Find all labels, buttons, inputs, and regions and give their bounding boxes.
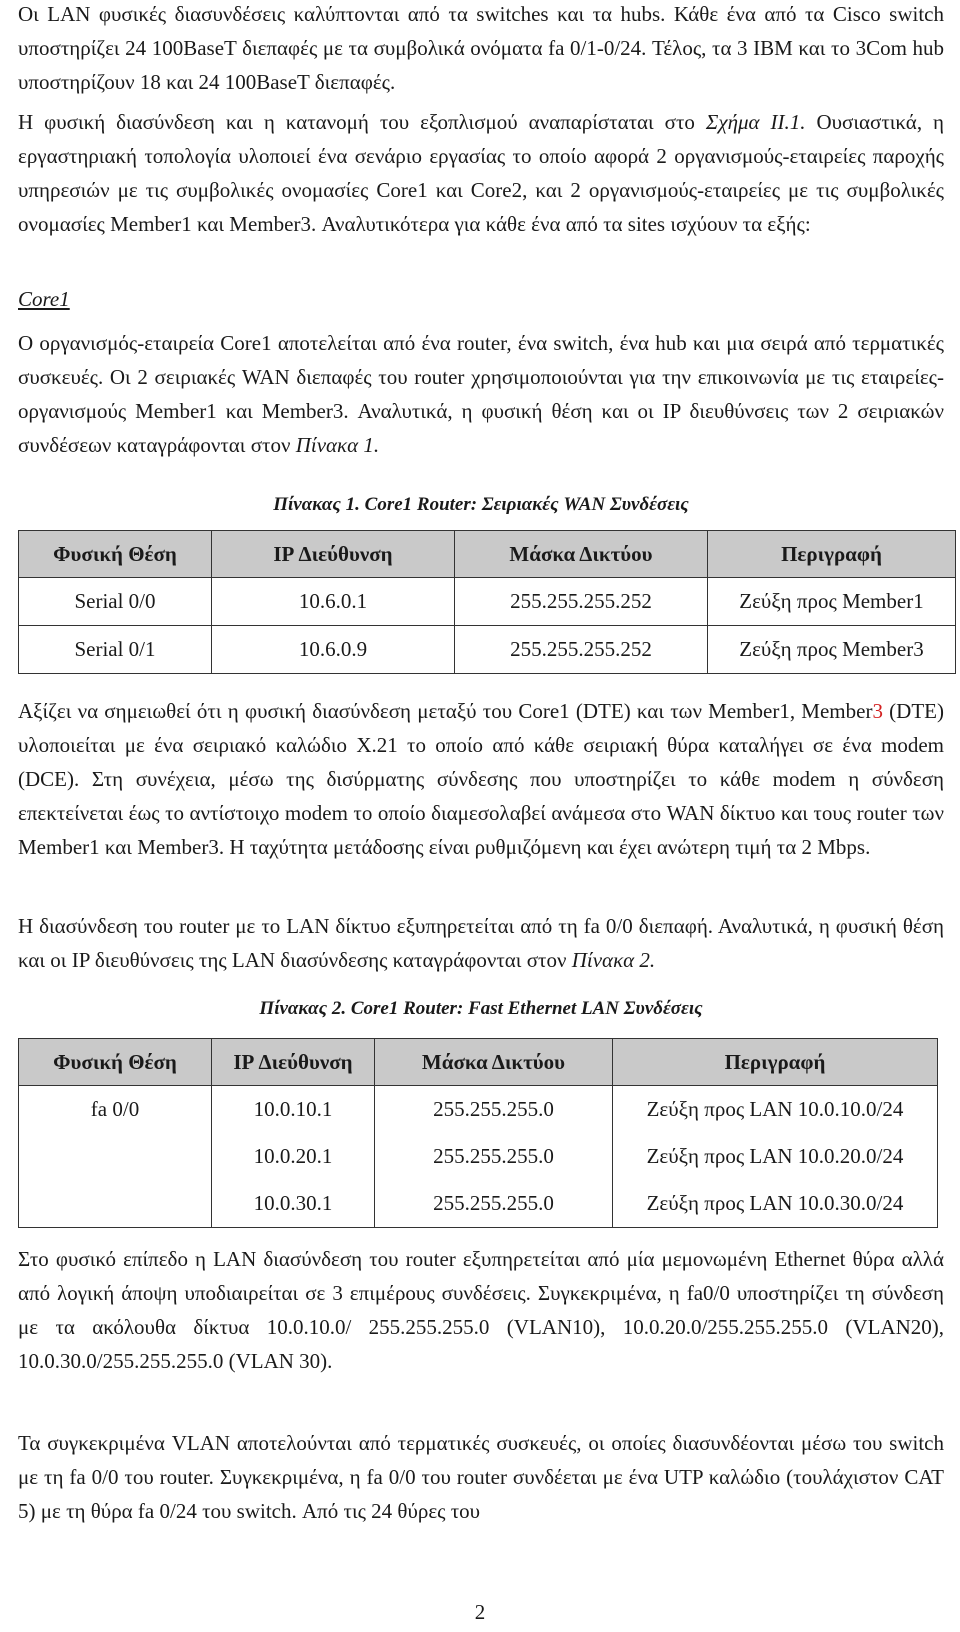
figure-reference: Σχήμα ΙΙ.1.	[705, 110, 806, 134]
table1-caption: Πίνακας 1. Core1 Router: Σειριακές WAN Συνδέσεις	[273, 494, 689, 515]
table-cell: 10.0.10.1	[212, 1086, 375, 1134]
table-cell: Ζεύξη προς LAN 10.0.20.0/24	[613, 1133, 938, 1180]
text-span: Ουσιαστικά, η εργαστηριακή τοπολογία υλοποιεί ένα σενάριο εργασίας το οποίο αφορά 2 οργανισμούς-εταιρείες παροχής υπηρεσιών με τις συμβολικές ονομασίες Core1 και Core2, και 2 οργανισμούς-εταιρείες με τις συμβολικές ονομασίες Member1 και Member3. Αναλυτικότερα για κάθε ένα από τα sites ισχύουν τα εξής:	[18, 110, 944, 236]
table-row	[19, 626, 956, 674]
table2-header-location: Φυσική Θέση	[19, 1039, 212, 1086]
text-span: Αξίζει να σημειωθεί ότι η φυσική διασύνδεση μεταξύ του Core1 (DTE) και των Member1, Member	[18, 699, 873, 723]
table-reference: Πίνακα 1.	[295, 433, 380, 457]
text-span: Η διασύνδεση του router με το LAN δίκτυο εξυπηρετείται από τη fa 0/0 διεπαφή. Αναλυτικά, η φυσική θέση και οι IP διευθύνσεις της LAN διασύνδεσης καταγράφονται στον	[18, 914, 944, 972]
table-cell	[19, 1180, 212, 1228]
table-serial-wan	[18, 530, 956, 674]
table-cell: 255.255.255.0	[375, 1180, 613, 1228]
table-cell: 10.6.0.1	[212, 578, 455, 626]
table-cell: Serial 0/0	[19, 578, 212, 626]
paragraph-vlans: Τα συγκεκριμένα VLAN αποτελούνται από τερματικές συσκευές, οι οποίες διασυνδέονται μέσω του switch με τη fa 0/0 του router. Συγκεκριμένα, η fa 0/0 του router συνδέεται με ένα UTP καλώδιο (τουλάχιστον CAT 5) με τη θύρα fa 0/24 του switch. Από τις 24 θύρες του	[18, 1431, 944, 1523]
paragraph-lan-connection	[18, 909, 944, 977]
paragraph-serial-cable	[18, 694, 944, 864]
table-cell: Ζεύξη προς LAN 10.0.10.0/24	[613, 1086, 938, 1134]
table1-header-location: Φυσική Θέση	[19, 531, 212, 578]
table-row	[19, 1133, 938, 1180]
paragraph-logical-subinterfaces: Στο φυσικό επίπεδο η LAN διασύνδεση του router εξυπηρετείται από μία μεμονωμένη Ethernet θύρα αλλά από λογική άποψη υποδιαιρείται σε 3 επιμέρους συνδέσεις. Συγκεκριμένα, η fa0/0 υποστηρίζει τη σύνδεση με τα ακόλουθα δίκτυα 10.0.10.0/ 255.255.255.0 (VLAN10), 10.0.20.0/255.255.255.0 (VLAN20), 10.0.30.0/255.255.255.0 (VLAN 30).	[18, 1247, 944, 1373]
table-reference: Πίνακα 2.	[571, 948, 656, 972]
highlighted-digit: 3	[872, 699, 883, 723]
table-cell: fa 0/0	[19, 1086, 212, 1134]
table1-header-mask: Μάσκα Δικτύου	[455, 531, 708, 578]
table-cell: Ζεύξη προς Member1	[708, 578, 956, 626]
table2-caption: Πίνακας 2. Core1 Router: Fast Ethernet LAN Συνδέσεις	[259, 998, 703, 1019]
table-cell: Serial 0/1	[19, 626, 212, 674]
table-row	[19, 578, 956, 626]
table-row	[19, 1086, 938, 1134]
paragraph-core1-description	[18, 326, 944, 462]
text-span: Η φυσική διασύνδεση και η κατανομή του εξοπλισμού αναπαρίσταται στο	[18, 110, 706, 134]
text-span: (DTE) υλοποιείται με ένα σειριακό καλώδιο X.21 το οποίο από κάθε σειριακή θύρα καταλήγει σε ένα modem (DCE). Στη συνέχεια, μέσω της δισύρματης σύνδεσης που υποστηρίζει το κάθε modem η σύνδεση επεκτείνεται έως το αντίστοιχο modem το οποίο διαμεσολαβεί ανάμεσα στο WAN δίκτυο και τους router των Member1 και Member3. Η ταχύτητα μετάδοσης είναι ρυθμιζόμενη και έχει ανώτερη τιμή τα 2 Mbps.	[18, 699, 944, 859]
table-cell: 255.255.255.252	[455, 578, 708, 626]
table-cell: Ζεύξη προς LAN 10.0.30.0/24	[613, 1180, 938, 1228]
table2-header-description: Περιγραφή	[613, 1039, 938, 1086]
table-cell: 10.0.30.1	[212, 1180, 375, 1228]
table-cell	[19, 1133, 212, 1180]
table1-header-ip: IP Διεύθυνση	[212, 531, 455, 578]
table-cell: 10.6.0.9	[212, 626, 455, 674]
section-heading-core1: Core1	[18, 287, 70, 311]
table-fast-ethernet-lan	[18, 1038, 938, 1228]
table-cell: 255.255.255.252	[455, 626, 708, 674]
table-cell: Ζεύξη προς Member3	[708, 626, 956, 674]
paragraph-lan-interfaces: Οι LAN φυσικές διασυνδέσεις καλύπτονται από τα switches και τα hubs. Κάθε ένα από τα Cisco switch υποστηρίζει 24 100BaseT διεπαφές με τα συμβολικά ονόματα fa 0/1-0/24. Τέλος, τα 3 IBM και το 3Com hub υποστηρίζουν 18 και 24 100BaseT διεπαφές.	[18, 2, 944, 94]
table2-header-ip: IP Διεύθυνση	[212, 1039, 375, 1086]
text-span: Ο οργανισμός-εταιρεία Core1 αποτελείται από ένα router, ένα switch, ένα hub και μια σειρά από τερματικές συσκευές. Οι 2 σειριακές WAN διεπαφές του router χρησιμοποιούνται για την επικοινωνία με τις εταιρείες-οργανισμούς Member1 και Member3. Αναλυτικά, η φυσική θέση και οι IP διευθύνσεις των 2 σειριακών συνδέσεων καταγράφονται στον	[18, 331, 944, 457]
table2-header-mask: Μάσκα Δικτύου	[375, 1039, 613, 1086]
table1-header-description: Περιγραφή	[708, 531, 956, 578]
page-number: 2	[474, 1600, 486, 1624]
table-cell: 255.255.255.0	[375, 1086, 613, 1134]
table-cell: 10.0.20.1	[212, 1133, 375, 1180]
table-row	[19, 1180, 938, 1228]
table-cell: 255.255.255.0	[375, 1133, 613, 1180]
paragraph-topology	[18, 105, 944, 241]
